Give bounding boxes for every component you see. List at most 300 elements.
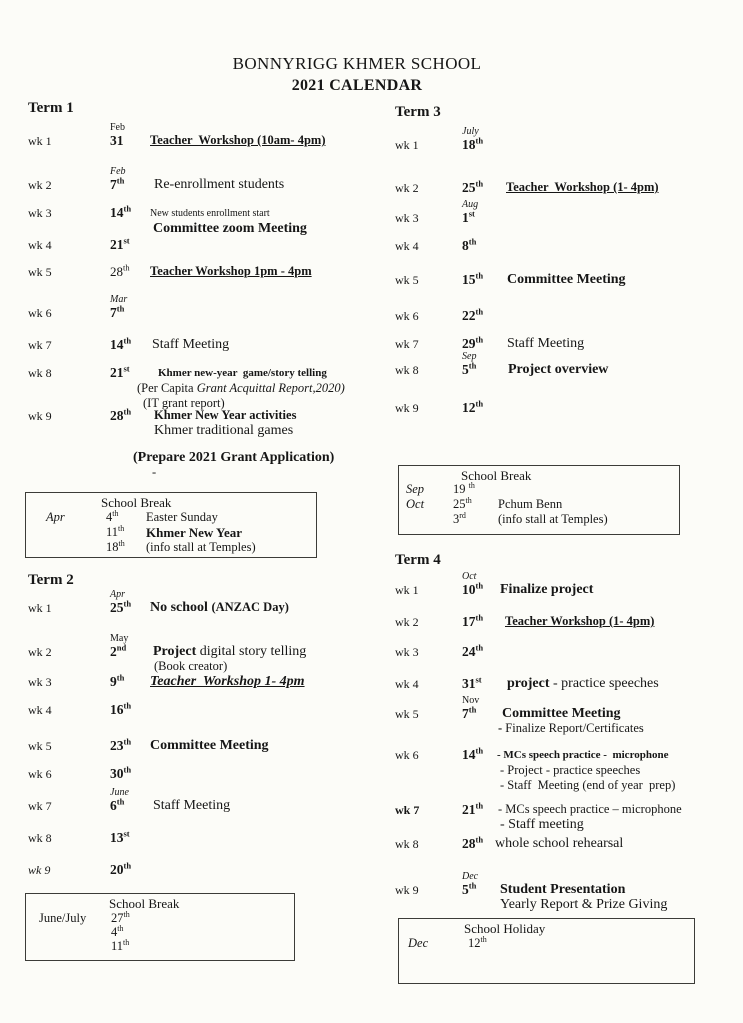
event-text: Committee Meeting — [502, 706, 621, 721]
date-value: 13st — [110, 828, 130, 845]
date-value: 24th — [462, 642, 484, 659]
date-suffix: th — [123, 598, 132, 609]
break-row — [399, 512, 679, 527]
date-value: 28th — [110, 406, 132, 423]
event-entry — [500, 614, 654, 629]
event-entry — [150, 674, 305, 689]
document-title — [0, 54, 714, 95]
week-label: wk 3 — [28, 675, 52, 689]
date-suffix: th — [465, 495, 472, 505]
event-line — [152, 465, 334, 480]
date-suffix: th — [123, 406, 132, 417]
event-line — [150, 133, 325, 148]
event-text: whole school rehearsal — [495, 836, 624, 851]
week-label: wk 7 — [395, 337, 419, 351]
event-text: (Book creator) — [154, 659, 228, 673]
event-entry — [150, 600, 289, 615]
date-suffix: th — [468, 480, 475, 490]
event-entry — [150, 644, 306, 674]
event-text: - Staff Meeting (end of year prep) — [500, 778, 676, 792]
event-line — [497, 747, 675, 763]
term-1-section — [28, 100, 373, 485]
break-event-text: Easter Sunday — [146, 510, 218, 524]
date-suffix: th — [475, 745, 484, 756]
date-suffix: th — [123, 909, 130, 919]
event-text: Teacher Workshop 1pm - 4pm — [150, 264, 312, 278]
school-break-box-june-july — [25, 893, 295, 961]
event-line — [498, 802, 682, 817]
event-text: Teacher Workshop (10am- 4pm) — [150, 133, 326, 147]
event-entry — [500, 882, 667, 912]
term-1-title: Term 1 — [28, 100, 74, 116]
event-text: Re-enrollment students — [154, 177, 285, 192]
event-line — [152, 337, 229, 352]
date-value: 22th — [462, 306, 484, 323]
term-2-title: Term 2 — [28, 572, 74, 588]
date-suffix: th — [123, 335, 132, 346]
date-suffix: th — [468, 704, 477, 715]
date-suffix: th — [123, 764, 132, 775]
break-row — [26, 939, 294, 954]
event-line — [137, 381, 345, 396]
event-text: - practice speeches — [549, 676, 659, 691]
week-label: wk 8 — [28, 366, 52, 380]
date-value: 15th — [462, 270, 484, 287]
event-text: Staff Meeting — [152, 337, 230, 352]
week-row — [395, 308, 735, 324]
date-suffix: th — [475, 800, 484, 811]
month-label: Dec — [462, 871, 479, 882]
event-text: Khmer new-year game/story telling — [158, 367, 327, 379]
event-text: Teacher Workshop 1- 4pm — [150, 674, 305, 689]
date-value: 16th — [110, 700, 132, 717]
event-text: digital story telling — [196, 644, 307, 659]
month-label: July — [462, 126, 479, 137]
event-line — [500, 897, 667, 912]
month-label: June — [110, 787, 129, 798]
break-row — [26, 911, 294, 926]
event-line — [500, 817, 682, 832]
event-text: Khmer traditional games — [154, 423, 294, 438]
week-label: wk 3 — [395, 211, 419, 225]
week-label: wk 5 — [395, 707, 419, 721]
date-value: 21st — [110, 235, 130, 252]
date-value: 5th — [462, 360, 477, 377]
week-row — [28, 589, 373, 616]
date-value: 19 $^{th}$ — [453, 480, 475, 496]
event-text: - — [152, 465, 157, 479]
date-value: 25th — [110, 598, 132, 615]
date-suffix: th — [468, 360, 477, 371]
week-row — [395, 272, 735, 288]
date-suffix: th — [475, 270, 484, 281]
week-label: wk 4 — [395, 677, 419, 691]
date-value: 14th — [462, 745, 484, 762]
week-row — [28, 702, 373, 718]
event-entry — [506, 272, 626, 287]
break-row — [399, 497, 679, 512]
date-value: 20th — [110, 860, 132, 877]
event-line — [150, 205, 307, 221]
month-label: June/July — [39, 911, 87, 925]
event-entry — [150, 205, 307, 236]
week-row — [28, 862, 373, 878]
date-suffix: th — [118, 538, 125, 548]
date-suffix: rd — [459, 510, 466, 520]
event-entry — [506, 180, 659, 195]
date-suffix: th — [116, 796, 125, 807]
week-row — [395, 400, 735, 416]
event-text: - MCs speech practice - microphone — [497, 749, 669, 761]
term-3-title: Term 3 — [395, 104, 441, 120]
event-entry — [150, 408, 296, 438]
date-value: 21th — [462, 800, 484, 817]
date-value: 29th — [462, 334, 484, 351]
date-suffix: st — [475, 674, 482, 685]
week-label: wk 9 — [395, 401, 419, 415]
week-row — [28, 633, 373, 673]
week-label: wk 9 — [28, 863, 51, 877]
week-label: wk 1 — [395, 583, 419, 597]
week-label: wk 5 — [28, 265, 52, 279]
week-label: wk 2 — [395, 181, 419, 195]
date-suffix: nd — [116, 642, 127, 653]
week-row — [28, 406, 373, 438]
week-label: wk 4 — [28, 703, 52, 717]
date-suffix: th — [123, 736, 132, 747]
event-line — [158, 365, 345, 381]
date-suffix: th — [468, 236, 477, 247]
break-row — [26, 510, 316, 525]
date-value: 17th — [462, 612, 484, 629]
date-suffix: th — [118, 523, 125, 533]
break-row — [399, 936, 694, 951]
event-entry — [497, 747, 676, 793]
event-entry — [137, 365, 345, 411]
week-label: wk 1 — [395, 138, 419, 152]
event-line — [154, 659, 306, 674]
date-suffix: th — [475, 612, 484, 623]
week-label: wk 6 — [28, 306, 52, 320]
date-suffix: th — [123, 700, 132, 711]
date-value: 31 — [110, 133, 124, 148]
date-suffix: th — [475, 834, 484, 845]
week-row — [28, 738, 373, 754]
week-row — [28, 294, 373, 321]
date-value: 8th — [462, 236, 477, 253]
event-line — [154, 177, 284, 192]
month-label: Oct — [462, 571, 477, 582]
event-entry — [506, 336, 584, 351]
week-label: wk 9 — [395, 883, 419, 897]
event-text: Teacher Workshop (1- 4pm) — [506, 180, 659, 194]
week-label: wk 5 — [28, 739, 52, 753]
date-value: 14th — [110, 335, 132, 352]
school-holiday-box-dec — [398, 918, 695, 984]
date-suffix: th — [123, 262, 130, 273]
week-row — [28, 166, 373, 193]
event-text: Committee Meeting — [150, 738, 269, 753]
month-label: Feb — [110, 166, 126, 177]
event-line — [500, 882, 667, 897]
date-value: 14th — [110, 203, 132, 220]
date-value: 9th — [110, 672, 125, 689]
box-title: School Break — [109, 896, 180, 911]
date-value: 27th — [111, 909, 130, 925]
date-suffix: th — [475, 135, 484, 146]
week-row — [395, 644, 743, 660]
event-line — [150, 600, 289, 615]
week-row — [395, 745, 743, 792]
date-value: 28th — [110, 262, 130, 279]
event-line — [133, 450, 334, 465]
week-row — [28, 363, 373, 410]
event-text: Yearly Report & Prize Giving — [500, 897, 668, 912]
week-row — [395, 351, 735, 378]
event-line — [507, 272, 626, 287]
date-suffix: th — [475, 334, 484, 345]
event-line — [150, 674, 305, 689]
week-label: wk 7 — [395, 803, 420, 817]
week-row — [395, 871, 743, 912]
date-suffix: st — [468, 208, 475, 219]
calendar-year-title: 2021 CALENDAR — [291, 77, 423, 94]
event-line — [154, 408, 296, 423]
date-suffix: th — [475, 178, 484, 189]
month-label: Nov — [462, 695, 480, 706]
event-text: New students enrollment start — [150, 208, 270, 219]
event-text: (IT grant report) — [143, 396, 225, 410]
event-text: - MCs speech practice – microphone — [498, 802, 682, 816]
week-label: wk 7 — [28, 799, 52, 813]
date-value: 2nd — [110, 642, 127, 659]
event-text: Student Presentation — [500, 882, 626, 897]
week-label: wk 2 — [28, 178, 52, 192]
date-value: 18th — [106, 538, 125, 554]
week-label: wk 4 — [28, 238, 52, 252]
break-event-text: Khmer New Year — [146, 525, 243, 540]
event-text: Staff Meeting — [507, 336, 585, 351]
event-entry — [500, 706, 644, 736]
month-label: Sep — [406, 482, 425, 496]
date-suffix: th — [123, 860, 132, 871]
week-label: wk 1 — [28, 601, 52, 615]
date-value: 7th — [110, 303, 125, 320]
date-suffix: th — [480, 934, 487, 944]
event-text: Grant Acquittal Report,2020) — [196, 381, 345, 395]
event-entry — [506, 362, 608, 377]
event-line — [153, 798, 230, 813]
date-value: 5th — [462, 880, 477, 897]
week-label: wk 5 — [395, 273, 419, 287]
week-row — [395, 676, 743, 692]
week-row — [395, 614, 743, 630]
break-row — [26, 925, 294, 940]
date-suffix: th — [475, 306, 484, 317]
week-label: wk 4 — [395, 239, 419, 253]
break-row — [26, 540, 316, 555]
event-text: Teacher Workshop (1- 4pm) — [505, 614, 655, 628]
term-2-section — [28, 572, 373, 887]
month-label: May — [110, 633, 129, 644]
week-row — [28, 264, 373, 280]
week-label: wk 1 — [28, 134, 52, 148]
week-label: wk 3 — [395, 645, 419, 659]
event-text: project — [507, 676, 550, 691]
week-row — [28, 766, 373, 782]
event-line — [154, 423, 296, 438]
date-suffix: st — [123, 363, 130, 374]
event-text: Project — [153, 644, 197, 659]
event-text: (ANZAC Day) — [211, 600, 289, 614]
date-suffix: th — [117, 923, 124, 933]
month-label: Sep — [462, 351, 477, 362]
date-suffix: th — [475, 398, 484, 409]
date-value: 25th — [462, 178, 484, 195]
week-row — [28, 203, 373, 236]
date-value: 11th — [111, 937, 130, 953]
event-line — [502, 706, 644, 721]
break-event-text: (info stall at Temples) — [498, 512, 608, 526]
date-value: 11th — [106, 523, 125, 539]
event-text: Finalize Report/Certificates — [505, 721, 644, 735]
box-title: School Break — [101, 495, 172, 510]
event-entry — [500, 582, 593, 597]
date-suffix: th — [116, 175, 125, 186]
date-suffix: th — [112, 508, 119, 518]
event-entry — [133, 450, 335, 480]
week-label: wk 9 — [28, 409, 52, 423]
event-line — [153, 221, 307, 236]
event-line — [498, 721, 644, 736]
term-4-title: Term 4 — [395, 552, 441, 568]
date-suffix: st — [123, 235, 130, 246]
week-row — [395, 800, 743, 832]
event-text: Committee Meeting — [507, 272, 626, 287]
event-text: Committee zoom Meeting — [153, 221, 307, 236]
week-row — [28, 787, 373, 814]
break-row — [399, 482, 679, 497]
week-row — [28, 450, 373, 479]
date-suffix: th — [116, 303, 125, 314]
event-line — [150, 264, 312, 279]
event-line — [500, 763, 675, 778]
month-label: Dec — [408, 936, 429, 950]
event-entry — [150, 738, 269, 753]
month-label: Apr — [110, 589, 125, 600]
event-line — [495, 836, 623, 851]
week-row — [395, 126, 735, 153]
event-text: (Per Capita — [137, 381, 197, 395]
term-3-section — [395, 104, 735, 424]
event-entry — [150, 798, 230, 813]
event-text: Finalize project — [500, 582, 594, 597]
date-value: 12th — [468, 934, 487, 950]
event-line — [506, 180, 659, 195]
month-label: Aug — [462, 199, 479, 210]
date-value: 4th — [111, 923, 124, 939]
date-suffix: th — [475, 580, 484, 591]
date-value: 10th — [462, 580, 484, 597]
week-label: wk 6 — [395, 748, 419, 762]
week-row — [395, 180, 735, 196]
week-row — [395, 571, 743, 598]
date-suffix: th — [116, 672, 125, 683]
break-event-text: Pchum Benn — [498, 497, 563, 511]
event-entry — [150, 337, 229, 352]
week-row — [28, 674, 373, 690]
date-value: 31st — [462, 674, 482, 691]
date-suffix: th — [468, 880, 477, 891]
event-text: (Prepare 2021 Grant Application) — [133, 450, 335, 465]
event-entry — [500, 802, 682, 832]
event-line — [507, 676, 659, 691]
week-row — [28, 830, 373, 846]
month-label: Feb — [110, 122, 125, 133]
date-value: 1st — [462, 208, 475, 225]
event-text: No school — [150, 600, 212, 615]
event-line — [505, 614, 654, 629]
break-row — [26, 525, 316, 540]
week-row — [395, 238, 735, 254]
date-value: 3rd — [453, 510, 466, 526]
date-value: 7th — [110, 175, 125, 192]
week-label: wk 6 — [395, 309, 419, 323]
week-row — [28, 237, 373, 253]
date-value: 30th — [110, 764, 132, 781]
event-text: - Staff meeting — [500, 817, 584, 832]
date-value: 7th — [462, 704, 477, 721]
date-suffix: st — [123, 828, 130, 839]
week-label: wk 8 — [395, 363, 419, 377]
term-4-section — [395, 552, 743, 924]
week-label: wk 6 — [28, 767, 52, 781]
week-row — [28, 122, 373, 149]
month-label: Mar — [110, 294, 128, 305]
box-title: School Break — [461, 468, 532, 483]
date-suffix: th — [123, 203, 132, 214]
week-row — [395, 199, 735, 226]
school-break-box-sep-oct — [398, 465, 680, 535]
event-line — [508, 362, 608, 377]
date-value: 6th — [110, 796, 125, 813]
month-label: Oct — [406, 497, 425, 511]
week-row — [395, 836, 743, 852]
event-text: - Project - practice speeches — [500, 763, 641, 777]
event-entry — [150, 133, 325, 148]
event-text: Khmer New Year activities — [154, 408, 297, 422]
date-value: 25th — [453, 495, 472, 511]
event-entry — [150, 264, 312, 279]
event-entry — [500, 676, 659, 691]
date-suffix: th — [123, 937, 130, 947]
event-entry — [150, 177, 284, 192]
event-line — [153, 644, 306, 659]
week-row — [28, 337, 373, 353]
date-value: 12th — [462, 398, 484, 415]
event-line — [500, 582, 593, 597]
event-text: - — [498, 721, 506, 735]
date-value: 18th — [462, 135, 484, 152]
date-value: 23th — [110, 736, 132, 753]
school-name: BONNYRIGG KHMER SCHOOL — [232, 54, 482, 73]
week-label: wk 2 — [28, 645, 52, 659]
date-value: 21st — [110, 363, 130, 380]
date-value: 4th — [106, 508, 119, 524]
date-suffix: th — [475, 642, 484, 653]
event-line — [150, 738, 269, 753]
event-text: Project overview — [508, 362, 609, 377]
